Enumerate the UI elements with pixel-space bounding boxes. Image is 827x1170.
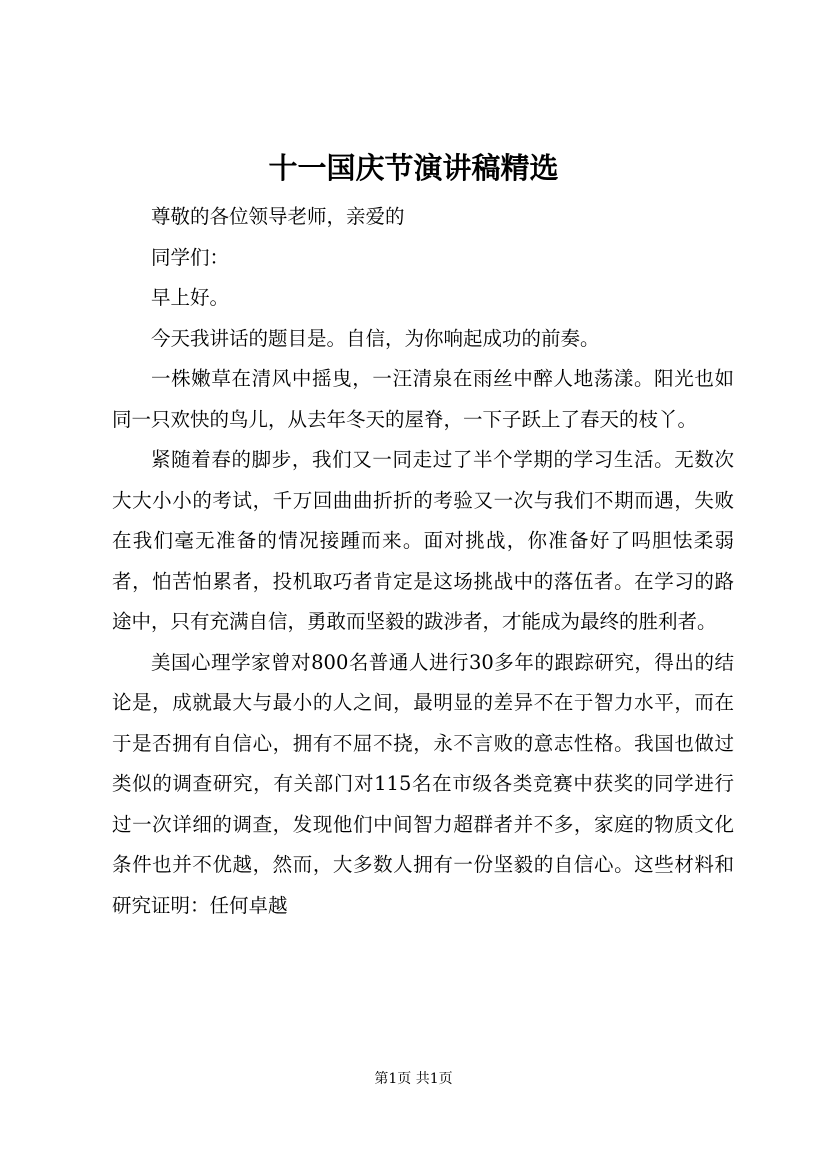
page-footer: 第1页 共1页	[374, 1071, 453, 1087]
paragraph-salutation: 尊敬的各位领导老师，亲爱的	[151, 205, 405, 228]
document-body	[112, 197, 734, 926]
document-title: 十一国庆节演讲稿精选	[268, 151, 559, 185]
paragraph-research: 美国心理学家曾对800名普通人进行30多年的跟踪研究，得出的结论是，成就最大与最小的人之间，最明显的差异不在于智力水平，而在于是否拥有自信心，拥有不屈不挠，永不言败的意志性格。我国也做过类似的调查研究，有关部门对115名在市级各类竞赛中获奖的同学进行过一次详细的调查，发现他们中间智力超群者并不多，家庭的物质文化条件也并不优越，然而，大多数人拥有一份坚毅的自信心。这些材料和研究证明：任何卓越	[112, 650, 734, 917]
paragraph-greeting: 早上好。	[151, 286, 230, 309]
paragraph-topic: 今天我讲话的题目是。自信，为你响起成功的前奏。	[151, 326, 600, 350]
paragraph-salutation-cont: 同学们：	[151, 245, 230, 269]
paragraph-spring: 一株嫩草在清风中摇曳，一汪清泉在雨丝中醉人地荡漾。阳光也如同一只欢快的鸟儿，从去年冬天的屋脊，一下子跃上了春天的枝丫。	[112, 367, 734, 431]
paragraph-challenge: 紧随着春的脚步，我们又一同走过了半个学期的学习生活。无数次大大小小的考试，千万回曲曲折折的考验又一次与我们不期而遇，失败在我们毫无准备的情况接踵而来。面对挑战，你准备好了吗胆怯柔弱者，怕苦怕累者，投机取巧者肯定是这场挑战中的落伍者。在学习的路途中，只有充满自信，勇敢而坚毅的跋涉者，才能成为最终的胜利者。	[112, 448, 734, 633]
